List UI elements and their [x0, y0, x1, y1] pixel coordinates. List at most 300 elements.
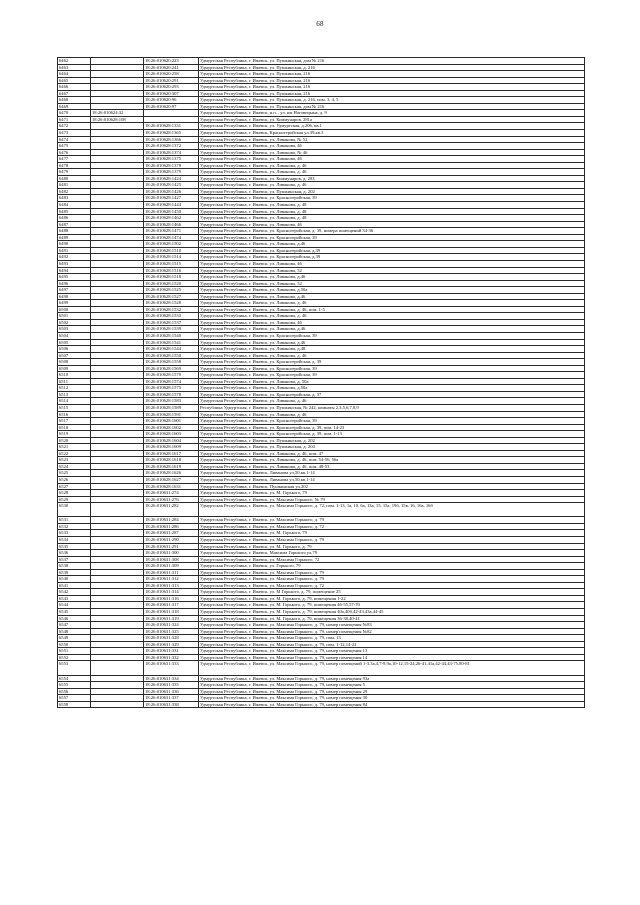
address-cell: Удмуртская Республика, г. Ижевск, ул. Красногеройская, 39	[199, 372, 585, 379]
table-row	[58, 661, 585, 675]
building-cadastral-cell: 18:26:010628:1626	[144, 470, 199, 477]
address-cell: Удмуртская Республика, г. Ижевск, ул. Ливанова, 46	[199, 221, 585, 228]
building-cadastral-cell: 18:26:010628:1618	[144, 457, 199, 464]
row-number-cell: 6557	[58, 695, 91, 702]
address-cell: Удмуртская Республика, г. Ижевск, ул. Красногеройская, д.39	[199, 254, 585, 261]
address-cell: Удмуртская Республика, г. Ижевск, ул. Пушкинская, 216	[199, 71, 585, 78]
row-number-cell: 6546	[58, 615, 91, 622]
building-cadastral-cell: 18:26:010631:287	[144, 530, 199, 537]
address-cell: Удмуртская Республика, г. Ижевск, ул. Ливанова, д. 46, пом. 54-56, 56а	[199, 457, 585, 464]
row-number-cell: 6483	[58, 195, 91, 202]
address-cell: Удмуртская Республика, г. Ижевск, ул. Пушкинская, дом № 216	[199, 58, 585, 65]
building-cadastral-cell: 18:26:010631:328	[144, 635, 199, 642]
row-number-cell: 6517	[58, 418, 91, 425]
row-number-cell: 6540	[58, 576, 91, 583]
building-cadastral-cell: 18:26:010620:96	[144, 97, 199, 104]
building-cadastral-cell: 18:26:010628:1518	[144, 274, 199, 281]
address-cell: Удмуртская Республика, г. Ижевск, ул. Красногеройская, д. 39	[199, 359, 585, 366]
building-cadastral-cell: 18:26:010628:1604	[144, 437, 199, 444]
row-number-cell: 6466	[58, 84, 91, 91]
row-number-cell: 6518	[58, 424, 91, 431]
building-cadastral-cell: 18:26:010631:337	[144, 695, 199, 702]
address-cell: Удмуртская Республика, г. Ижевск, ул. М. Горького, д. 79	[199, 543, 585, 550]
row-number-cell: 6533	[58, 530, 91, 537]
row-number-cell: 6514	[58, 398, 91, 405]
building-cadastral-cell: 18:26:010631:319	[144, 615, 199, 622]
address-cell: Удмуртская Республика, г. Ижевск, Максима Горького ул,79	[199, 550, 585, 557]
building-cadastral-cell: 18:26:010628:1474	[144, 234, 199, 241]
address-cell: Удмуртская Республика, г. Ижевск, ул. Ливанова, д. 46	[199, 169, 585, 176]
row-number-cell: 6549	[58, 635, 91, 642]
address-cell: Удмуртская Республика, г. Ижевск, ул. Максима Горького, д. 79, номер помещения №82	[199, 628, 585, 635]
row-number-cell: 6462	[58, 58, 91, 65]
row-number-cell: 6497	[58, 287, 91, 294]
building-cadastral-cell: 18:26:010628:1570	[144, 372, 199, 379]
address-cell: Удмуртская Республика, г. Ижевск, ул. Ливанова, д.50а	[199, 385, 585, 392]
address-cell: Удмуртская Республика, г. Ижевск, ул. Пушкинская, д. 216	[199, 64, 585, 71]
address-cell: Удмуртская Республика, г. Ижевск, ул. М Горького, д. 79, помещение 25	[199, 589, 585, 596]
address-cell: Удмуртская Республика, г. Ижевск, ул. Пушкинская, 216	[199, 90, 585, 97]
building-cadastral-cell: 18:26:010628:1450	[144, 208, 199, 215]
row-number-cell: 6515	[58, 404, 91, 411]
address-cell: Удмуртская Республика, г. Ижевск, ул. Ливанова, д. 46	[199, 313, 585, 320]
building-cadastral-cell: 18:26:010628:1331	[144, 123, 199, 130]
row-number-cell: 6503	[58, 326, 91, 333]
row-number-cell: 6525	[58, 470, 91, 477]
address-cell: Удмуртская Республика, г. Ижевск, ул. Ливанова, 46	[199, 260, 585, 267]
row-number-cell: 6547	[58, 622, 91, 629]
building-cadastral-cell: 18:26:010620:293	[144, 84, 199, 91]
address-cell: Удмуртская Республика, г. Ижевск, ул. Максима Горького, д. 79, номер помещений 1-3,3а,4,7-9,9а,10-12,15-24,26-41,41а,42-44,43-75,80-81	[199, 661, 585, 675]
building-cadastral-cell: 18:26:010628:1602	[144, 424, 199, 431]
building-cadastral-cell: 18:26:010628:1510	[144, 247, 199, 254]
building-cadastral-cell: 18:26:010620:97	[144, 103, 199, 110]
building-cadastral-cell: 18:26:010628:1575	[144, 385, 199, 392]
row-number-cell: 6507	[58, 352, 91, 359]
building-cadastral-cell: 18:26:010628:1502	[144, 241, 199, 248]
building-cadastral-cell: 18:26:010628:1537	[144, 319, 199, 326]
building-cadastral-cell: 18:26:010628:1378	[144, 162, 199, 169]
row-number-cell: 6509	[58, 365, 91, 372]
building-cadastral-cell: 18:26:010631:286	[144, 523, 199, 530]
address-cell: Удмуртская Республика, г. Ижевск, Пушкинская ул,202	[199, 483, 585, 490]
building-cadastral-cell: 18:26:010628:1574	[144, 378, 199, 385]
building-cadastral-cell: 18:26:010628:1619	[144, 463, 199, 470]
building-cadastral-cell: 18:26:010628:1601	[144, 418, 199, 425]
row-number-cell: 6479	[58, 169, 91, 176]
row-number-cell: 6539	[58, 569, 91, 576]
row-number-cell: 6552	[58, 654, 91, 661]
address-cell: Удмуртская Республика, г. Ижевск, ул. Максима Горького, д. 72	[199, 582, 585, 589]
address-cell: Удмуртская Республика, г. Ижевск, ул. Максима Горького, д. 79, номер помещения 84	[199, 701, 585, 708]
building-cadastral-cell: 18:26:010628:1372	[144, 143, 199, 150]
building-cadastral-cell: 18:26:010628:1627	[144, 477, 199, 484]
building-cadastral-cell: 18:26:010620:241	[144, 64, 199, 71]
row-number-cell: 6511	[58, 378, 91, 385]
address-cell: Удмуртская Республика, г. Ижевск, ул. М. Горького, д. 79, помещения 46-55,57-70	[199, 602, 585, 609]
row-number-cell: 6481	[58, 182, 91, 189]
address-cell: Удмуртская Республика, г. Ижевск, ул. Ливанова, д.46	[199, 326, 585, 333]
building-cadastral-cell: 18:26:010631:291	[144, 543, 199, 550]
building-cadastral-cell: 18:26:010631:332	[144, 654, 199, 661]
building-cadastral-cell: 18:26:010628:1515	[144, 260, 199, 267]
row-number-cell: 6535	[58, 543, 91, 550]
row-number-cell: 6556	[58, 688, 91, 695]
address-cell: Удмуртская Республика, г. Ижевск, ул. Максима Горького, № 79	[199, 496, 585, 503]
address-cell: Удмуртская Республика, г. Ижевск, ул. Ливанова, № 46	[199, 149, 585, 156]
address-cell: Удмуртская Республика, г. Ижевск, ул. Коммунаров, д. 283	[199, 175, 585, 182]
address-cell: Удмуртская Республика, г. Ижевск, ул. Максима Горького, д. 79, номер помещения 29	[199, 688, 585, 695]
row-number-cell: 6541	[58, 582, 91, 589]
row-number-cell: 6482	[58, 188, 91, 195]
row-number-cell: 6513	[58, 391, 91, 398]
address-cell: Удмуртская Республика, г. Ижевск, ул. М. Горького, д. 79, помещения 1-22	[199, 595, 585, 602]
building-cadastral-cell: 18:26:010631:282	[144, 503, 199, 517]
land-cadastral-cell	[91, 701, 144, 708]
row-number-cell: 6543	[58, 595, 91, 602]
row-number-cell: 6478	[58, 162, 91, 169]
building-cadastral-cell: 18:26:010628:1424	[144, 175, 199, 182]
row-number-cell: 6534	[58, 537, 91, 544]
address-cell: Удмуртская Республика, г. Ижевск, ул. Ливанова, д. 48	[199, 215, 585, 222]
address-cell: Удмуртская Республика, г. Ижевск, ул. Максима Горького, д. 79, номер помещения 5	[199, 682, 585, 689]
building-cadastral-cell: 18:26:010628:1426	[144, 188, 199, 195]
row-number-cell: 6553	[58, 661, 91, 675]
address-cell: Удмуртская Республика, г. Ижевск, ул. Красногеройская, 39	[199, 332, 585, 339]
row-number-cell: 6475	[58, 143, 91, 150]
address-cell: Удмуртская Республика, г. Ижевск, ул. Красногеройская, 39	[199, 234, 585, 241]
address-cell: Удмуртская Республика, г. Ижевск, ул. Максима Горького, д. 79, пом. 13	[199, 635, 585, 642]
row-number-cell: 6519	[58, 431, 91, 438]
building-cadastral-cell: 18:26:010620:291	[144, 77, 199, 84]
row-number-cell: 6527	[58, 483, 91, 490]
land-cadastral-cell	[91, 503, 144, 517]
building-cadastral-cell: 18:26:010631:276	[144, 496, 199, 503]
address-cell: Удмуртская Республика, г. Ижевск, ул. Удмуртская, д.206, кв.1	[199, 123, 585, 130]
address-cell: Удмуртская Республика, г. Ижевск, ул. Ливанова, д. 48	[199, 208, 585, 215]
address-cell: Удмуртская Республика, г. Ижевск, ул. Максима Горького, д. 79, номер помещения №83	[199, 622, 585, 629]
land-cadastral-cell: 18:26:010628:108	[91, 116, 144, 123]
row-number-cell: 6472	[58, 123, 91, 130]
row-number-cell: 6558	[58, 701, 91, 708]
row-number-cell: 6542	[58, 589, 91, 596]
row-number-cell: 6487	[58, 221, 91, 228]
address-cell: Удмуртская Республика, г. Ижевск, ул. М. Горького, 79	[199, 490, 585, 497]
row-number-cell: 6499	[58, 300, 91, 307]
row-number-cell: 6484	[58, 202, 91, 209]
building-cadastral-cell: 18:26:010628:1425	[144, 182, 199, 189]
building-cadastral-cell: 18:26:010628:1527	[144, 293, 199, 300]
row-number-cell: 6522	[58, 450, 91, 457]
building-cadastral-cell: 18:26:010628:1541	[144, 339, 199, 346]
address-cell: Удмуртская Республика, г. Ижевск, ул. М. Горького, 79	[199, 530, 585, 537]
address-cell: Удмуртская Республика, г. Ижевск, ул. Ливанова, д. 50а	[199, 378, 585, 385]
building-cadastral-cell: 18:26:010628:1569	[144, 365, 199, 372]
row-number-cell: 6512	[58, 385, 91, 392]
table-row	[58, 701, 585, 708]
row-number-cell: 6495	[58, 274, 91, 281]
building-cadastral-cell: 18:26:010620:223	[144, 58, 199, 65]
address-cell: Удмуртская Республика, г. Ижевск, Ливанова ул,50,кв.1-14	[199, 477, 585, 484]
building-cadastral-cell: 18:26:010631:333	[144, 661, 199, 675]
building-cadastral-cell: 18:26:010631:311	[144, 569, 199, 576]
building-cadastral-cell: 18:26:010628:1514	[144, 254, 199, 261]
building-cadastral-cell: 18:26:010628:1603	[144, 431, 199, 438]
row-number-cell: 6486	[58, 215, 91, 222]
address-cell: Удмуртская Республика, г. Ижевск, ул. М. Горького, д. 79, помещения 40а,40б,42-43,43а,44-45	[199, 609, 585, 616]
building-cadastral-cell: 18:26:010631:284	[144, 517, 199, 524]
building-cadastral-cell: 18:26:010628:1366	[144, 136, 199, 143]
address-cell: Удмуртская Республика, г. Ижевск, ул. Максима Горького, д. 79, номер помещения 14	[199, 654, 585, 661]
address-cell: Удмуртская Республика, г. Ижевск, ул. Ливанова, д. 46, пом. 47	[199, 450, 585, 457]
row-number-cell: 6550	[58, 641, 91, 648]
row-number-cell: 6485	[58, 208, 91, 215]
address-cell: Удмуртская Республика, г. Ижевск, ул. Пушкинская, 216	[199, 84, 585, 91]
row-number-cell: 6510	[58, 372, 91, 379]
building-cadastral-cell: 18:26:010628:1589	[144, 404, 199, 411]
building-cadastral-cell: 18:26:010631:335	[144, 682, 199, 689]
address-cell: Удмуртская Республика, г. Ижевск, ул. Ливанова, д.50а	[199, 287, 585, 294]
address-cell: Удмуртская Республика, г. Ижевск, ул. Ливанова, д. 46	[199, 182, 585, 189]
building-cadastral-cell: 18:26:010628:1539	[144, 326, 199, 333]
building-cadastral-cell: 18:26:010631:324	[144, 622, 199, 629]
address-cell: Удмуртская Республика, г. Ижевск, ул. Красногеройская, д. 37	[199, 391, 585, 398]
building-cadastral-cell: 18:26:010628:1591	[144, 411, 199, 418]
row-number-cell: 6496	[58, 280, 91, 287]
building-cadastral-cell: 18:26:010628:1558	[144, 359, 199, 366]
building-cadastral-cell: 18:26:010620:258	[144, 71, 199, 78]
address-cell: Удмуртская Республика, г. Ижевск, ул. Пушкинская, д. 202	[199, 437, 585, 444]
address-cell: Удмуртская Республика, г. Ижевск, ул. Пушкинская, д. 202	[199, 188, 585, 195]
address-cell: Удмуртская Республика, г. Ижевск, ул. Красногеройская, 39	[199, 418, 585, 425]
address-cell: Удмуртская Республика, г. Ижевск, ул. М. Горького, д. 79, помещения 36-38,40-41	[199, 615, 585, 622]
building-cadastral-cell: 18:26:010631:334	[144, 675, 199, 682]
row-number-cell: 6488	[58, 228, 91, 235]
row-number-cell: 6554	[58, 675, 91, 682]
row-number-cell: 6471	[58, 116, 91, 123]
row-number-cell: 6492	[58, 254, 91, 261]
row-number-cell: 6508	[58, 359, 91, 366]
row-number-cell: 6520	[58, 437, 91, 444]
building-cadastral-cell: 18:26:010628:1471	[144, 228, 199, 235]
building-cadastral-cell: 18:26:010628:1516	[144, 267, 199, 274]
address-cell: Удмуртская Республика, г. Ижевск, ул. Красногеройская, д. 39, номера помещений 34-36	[199, 228, 585, 235]
building-cadastral-cell: 18:26:010631:309	[144, 563, 199, 570]
building-cadastral-cell: 18:26:010628:1375	[144, 156, 199, 163]
row-number-cell: 6463	[58, 64, 91, 71]
building-cadastral-cell: 18:26:010631:318	[144, 609, 199, 616]
address-cell: Удмуртская Республика, г. Ижевск, ул. Ливанова, д. 46, пом. 48-53	[199, 463, 585, 470]
row-number-cell: 6505	[58, 339, 91, 346]
address-cell: Удмуртская Республика, г. Ижевск, ул. Максима Горького, д. 72, пом. 1-13, 1а, 10, 6а, 13а, 15, 15а, 19б, 15в, 16, 16а, 16б	[199, 503, 585, 517]
address-cell: Удмуртская Республика, г. Ижевск, ул. Красногеройская, д. 39, пом. 1-13	[199, 431, 585, 438]
row-number-cell: 6490	[58, 241, 91, 248]
building-cadastral-cell: 18:26:010628:1520	[144, 280, 199, 287]
address-cell: Удмуртская Республика, г. Ижевск, ул. Максима Горького, д. 79, номер помещения 13	[199, 648, 585, 655]
row-number-cell: 6480	[58, 175, 91, 182]
building-cadastral-cell: 18:26:010631:331	[144, 648, 199, 655]
building-cadastral-cell: 18:26:010631:313	[144, 582, 199, 589]
building-cadastral-cell: 18:26:010631:329	[144, 641, 199, 648]
address-cell: Удмуртская Республика, г. Ижевск, ул. Ливанова, д. 46, пом. 1-5	[199, 306, 585, 313]
address-cell: Удмуртская Республика, г. Ижевск, н.п. , ул. им Наговицына, д. 9	[199, 110, 585, 117]
address-cell: Удмуртская Республика, г. Ижевск, ул. Ливанова, д.46	[199, 293, 585, 300]
land-cadastral-cell: 18:26:010624:32	[91, 110, 144, 117]
address-cell: Удмуртская Республика, г. Ижевск, ул. Ливанова, д. 46	[199, 300, 585, 307]
row-number-cell: 6537	[58, 556, 91, 563]
address-cell: Удмуртская Республика, г. Ижевск, ул. Ливанова, 52	[199, 280, 585, 287]
registry-table-body	[58, 58, 585, 708]
address-cell: Удмуртская Республика, г. Ижевск, ул. Ливанова, д. 48	[199, 202, 585, 209]
row-number-cell: 6494	[58, 267, 91, 274]
address-cell: Удмуртская Республика, г. Ижевск, ул. Максима Горького, д. 79	[199, 569, 585, 576]
row-number-cell: 6468	[58, 97, 91, 104]
building-cadastral-cell: 18:26:010628:1550	[144, 352, 199, 359]
row-number-cell: 6551	[58, 648, 91, 655]
building-cadastral-cell: 18:26:010631:325	[144, 628, 199, 635]
address-cell: Удмуртская Республика, г. Ижевск, ул. Ливанова, д.46	[199, 241, 585, 248]
row-number-cell: 6476	[58, 149, 91, 156]
row-number-cell: 6555	[58, 682, 91, 689]
table-row	[58, 503, 585, 517]
row-number-cell: 6498	[58, 293, 91, 300]
address-cell: Удмуртская Республика, г. Ижевск, ул. Красногеройская, 39	[199, 365, 585, 372]
row-number-cell: 6528	[58, 490, 91, 497]
address-cell: Удмуртская Республика, г. Ижевск, ул. Ливанова, № 52	[199, 136, 585, 143]
building-cadastral-cell: 18:26:010631:308	[144, 556, 199, 563]
address-cell: Удмуртская Республика, г. Ижевск, Ливанова ул,50,кв.1-14	[199, 470, 585, 477]
building-cadastral-cell: 18:26:010628:1617	[144, 450, 199, 457]
building-cadastral-cell: 18:26:010628:1466	[144, 221, 199, 228]
row-number-cell: 6493	[58, 260, 91, 267]
row-number-cell: 6521	[58, 444, 91, 451]
building-cadastral-cell: 18:26:010628:1583	[144, 398, 199, 405]
address-cell: Удмуртская Республика, г. Ижевск, ул. Ливанова, 46	[199, 143, 585, 150]
row-number-cell: 6523	[58, 457, 91, 464]
row-number-cell: 6464	[58, 71, 91, 78]
row-number-cell: 6477	[58, 156, 91, 163]
row-number-cell: 6531	[58, 517, 91, 524]
row-number-cell: 6516	[58, 411, 91, 418]
row-number-cell: 6536	[58, 550, 91, 557]
building-cadastral-cell: 18:26:010631:312	[144, 576, 199, 583]
row-number-cell: 6530	[58, 503, 91, 517]
building-cadastral-cell: 18:26:010628:1525	[144, 287, 199, 294]
address-cell: Удмуртская Республика, г. Ижевск, ул. Максима Горького, д. 79, номер помещения 30	[199, 695, 585, 702]
building-cadastral-cell: 18:26:010628:1379	[144, 169, 199, 176]
address-cell: Удмуртская Республика, г. Ижевск, ул. Красногеройская, д.39	[199, 247, 585, 254]
address-cell: Удмуртская Республика, г. Ижевск, ул. Ливанова, д. 46	[199, 398, 585, 405]
address-cell: Удмуртская Республика, г. Ижевск, ул. Максима Горького, д. 79, пом. 1-12,14-22	[199, 641, 585, 648]
building-cadastral-cell: 18:26:010631:314	[144, 589, 199, 596]
row-number-cell: 6489	[58, 234, 91, 241]
address-cell: Удмуртская Республика, г. Ижевск, ул. Ливанова, 46	[199, 319, 585, 326]
address-cell: Удмуртская Республика, г. Ижевск, ул. Ливанова, д. 46	[199, 352, 585, 359]
building-cadastral-cell: 18:26:010631:336	[144, 688, 199, 695]
building-cadastral-cell: 18:26:010631:290	[144, 537, 199, 544]
building-cadastral-cell: 18:26:010620:307	[144, 90, 199, 97]
row-number-cell: 6526	[58, 477, 91, 484]
row-number-cell: 6491	[58, 247, 91, 254]
building-cadastral-cell: 18:26:010631:316	[144, 595, 199, 602]
row-number-cell: 6501	[58, 313, 91, 320]
building-cadastral-cell: 18:26:010628:1365	[144, 130, 199, 137]
address-cell: Удмуртская Республика, г. Ижевск, ул. Ливанова, д.48	[199, 346, 585, 353]
address-cell: Удмуртская Республика, г. Ижевск, ул. Максима Горького, д. 79	[199, 517, 585, 524]
address-cell: Удмуртская Республика, г. Ижевск, ул. Максима Горького, д. 72	[199, 523, 585, 530]
address-cell: Удмуртская Республика, г. Ижевск, ул. Максима Горького, 72	[199, 556, 585, 563]
building-cadastral-cell: 18:26:010628:1533	[144, 313, 199, 320]
address-cell: Удмуртская Республика, г. Ижевск, ул. Ливанова, д.46	[199, 339, 585, 346]
address-cell: Удмуртская Республика, г. Ижевск, ул. Ливанова, д.46	[199, 274, 585, 281]
row-number-cell: 6470	[58, 110, 91, 117]
building-cadastral-cell: 18:26:010628:1631	[144, 483, 199, 490]
row-number-cell: 6465	[58, 77, 91, 84]
address-cell: Удмуртская Республика, г. Ижевск, ул. Ливанова, д. 46	[199, 162, 585, 169]
address-cell: Удмуртская Республика, г. Ижевск, ул. Максима Горького, д. 79, номер помещения 93а	[199, 675, 585, 682]
building-cadastral-cell: 18:26:010628:1544	[144, 346, 199, 353]
row-number-cell: 6502	[58, 319, 91, 326]
row-number-cell: 6538	[58, 563, 91, 570]
page-number: 68	[316, 20, 324, 28]
building-cadastral-cell: 18:26:010631:338	[144, 701, 199, 708]
building-cadastral-cell: 18:26:010631:300	[144, 550, 199, 557]
row-number-cell: 6532	[58, 523, 91, 530]
registry-table	[57, 57, 585, 708]
building-cadastral-cell: 18:26:010628:1528	[144, 300, 199, 307]
row-number-cell: 6544	[58, 602, 91, 609]
building-cadastral-cell: 18:26:010631:274	[144, 490, 199, 497]
building-cadastral-cell: 18:26:010628:1374	[144, 149, 199, 156]
building-cadastral-cell: 18:26:010628:1540	[144, 332, 199, 339]
address-cell: Удмуртская Республика, г. Ижевск, ул. Горького, 79	[199, 563, 585, 570]
address-cell: Удмуртская Республика, г. Ижевск, ул. Красногеройская, 39	[199, 195, 585, 202]
row-number-cell: 6473	[58, 130, 91, 137]
row-number-cell: 6500	[58, 306, 91, 313]
address-cell: Удмуртская Республика, г. Ижевск, ул. Коммунаров, 281а	[199, 116, 585, 123]
row-number-cell: 6548	[58, 628, 91, 635]
building-cadastral-cell: 18:26:010628:1578	[144, 391, 199, 398]
building-cadastral-cell: 18:26:010628:1427	[144, 195, 199, 202]
building-cadastral-cell: 18:26:010628:1532	[144, 306, 199, 313]
address-cell: Удмуртская Республика, г. Ижевск, ул. Пушкинская, д. 216, пом. 3, 4, 5	[199, 97, 585, 104]
address-cell: Удмуртская Республика, г. Ижевск, ул. Максима Горького, д. 79	[199, 576, 585, 583]
row-number-cell: 6504	[58, 332, 91, 339]
address-cell: Удмуртская Республика, г. Ижевск, ул. Пушкинская, дом № 216	[199, 103, 585, 110]
address-cell: Удмуртская Республика, г. Ижевск, ул. Ливанова, 52	[199, 267, 585, 274]
address-cell: Удмуртская Республика, г. Ижевск, ул. Пушкинская, 216	[199, 77, 585, 84]
row-number-cell: 6474	[58, 136, 91, 143]
building-cadastral-cell: 18:26:010631:317	[144, 602, 199, 609]
building-cadastral-cell: 18:26:010628:1462	[144, 215, 199, 222]
address-cell: Удмуртская Республика, г. Ижевск, ул. Ливанова, 46	[199, 156, 585, 163]
row-number-cell: 6545	[58, 609, 91, 616]
address-cell: Удмуртская Республика, г. Ижевск, Красногеройская ул.39,кв.3	[199, 130, 585, 137]
building-cadastral-cell: 18:26:010628:1609	[144, 444, 199, 451]
address-cell: Удмуртская Республика, г. Ижевск, ул. Красногеройская, д. 39, пом. 14-23	[199, 424, 585, 431]
row-number-cell: 6524	[58, 463, 91, 470]
building-cadastral-cell: 18:26:010628:1444	[144, 202, 199, 209]
address-cell: Удмуртская Республика, г. Ижевск, ул. Ливанова, д. 46	[199, 411, 585, 418]
row-number-cell: 6467	[58, 90, 91, 97]
row-number-cell: 6469	[58, 103, 91, 110]
address-cell: Удмуртская Республика, г. Ижевск, ул. Пушкинская, д. 204	[199, 444, 585, 451]
row-number-cell: 6506	[58, 346, 91, 353]
address-cell: Республика Удмуртская, г. Ижевск, ул. Пушкинская, № 242, комнаты 2,3,5,6,7,8,9	[199, 404, 585, 411]
row-number-cell: 6529	[58, 496, 91, 503]
address-cell: Удмуртская Республика, г. Ижевск, ул. Максима Горького, д. 79	[199, 537, 585, 544]
land-cadastral-cell	[91, 661, 144, 675]
